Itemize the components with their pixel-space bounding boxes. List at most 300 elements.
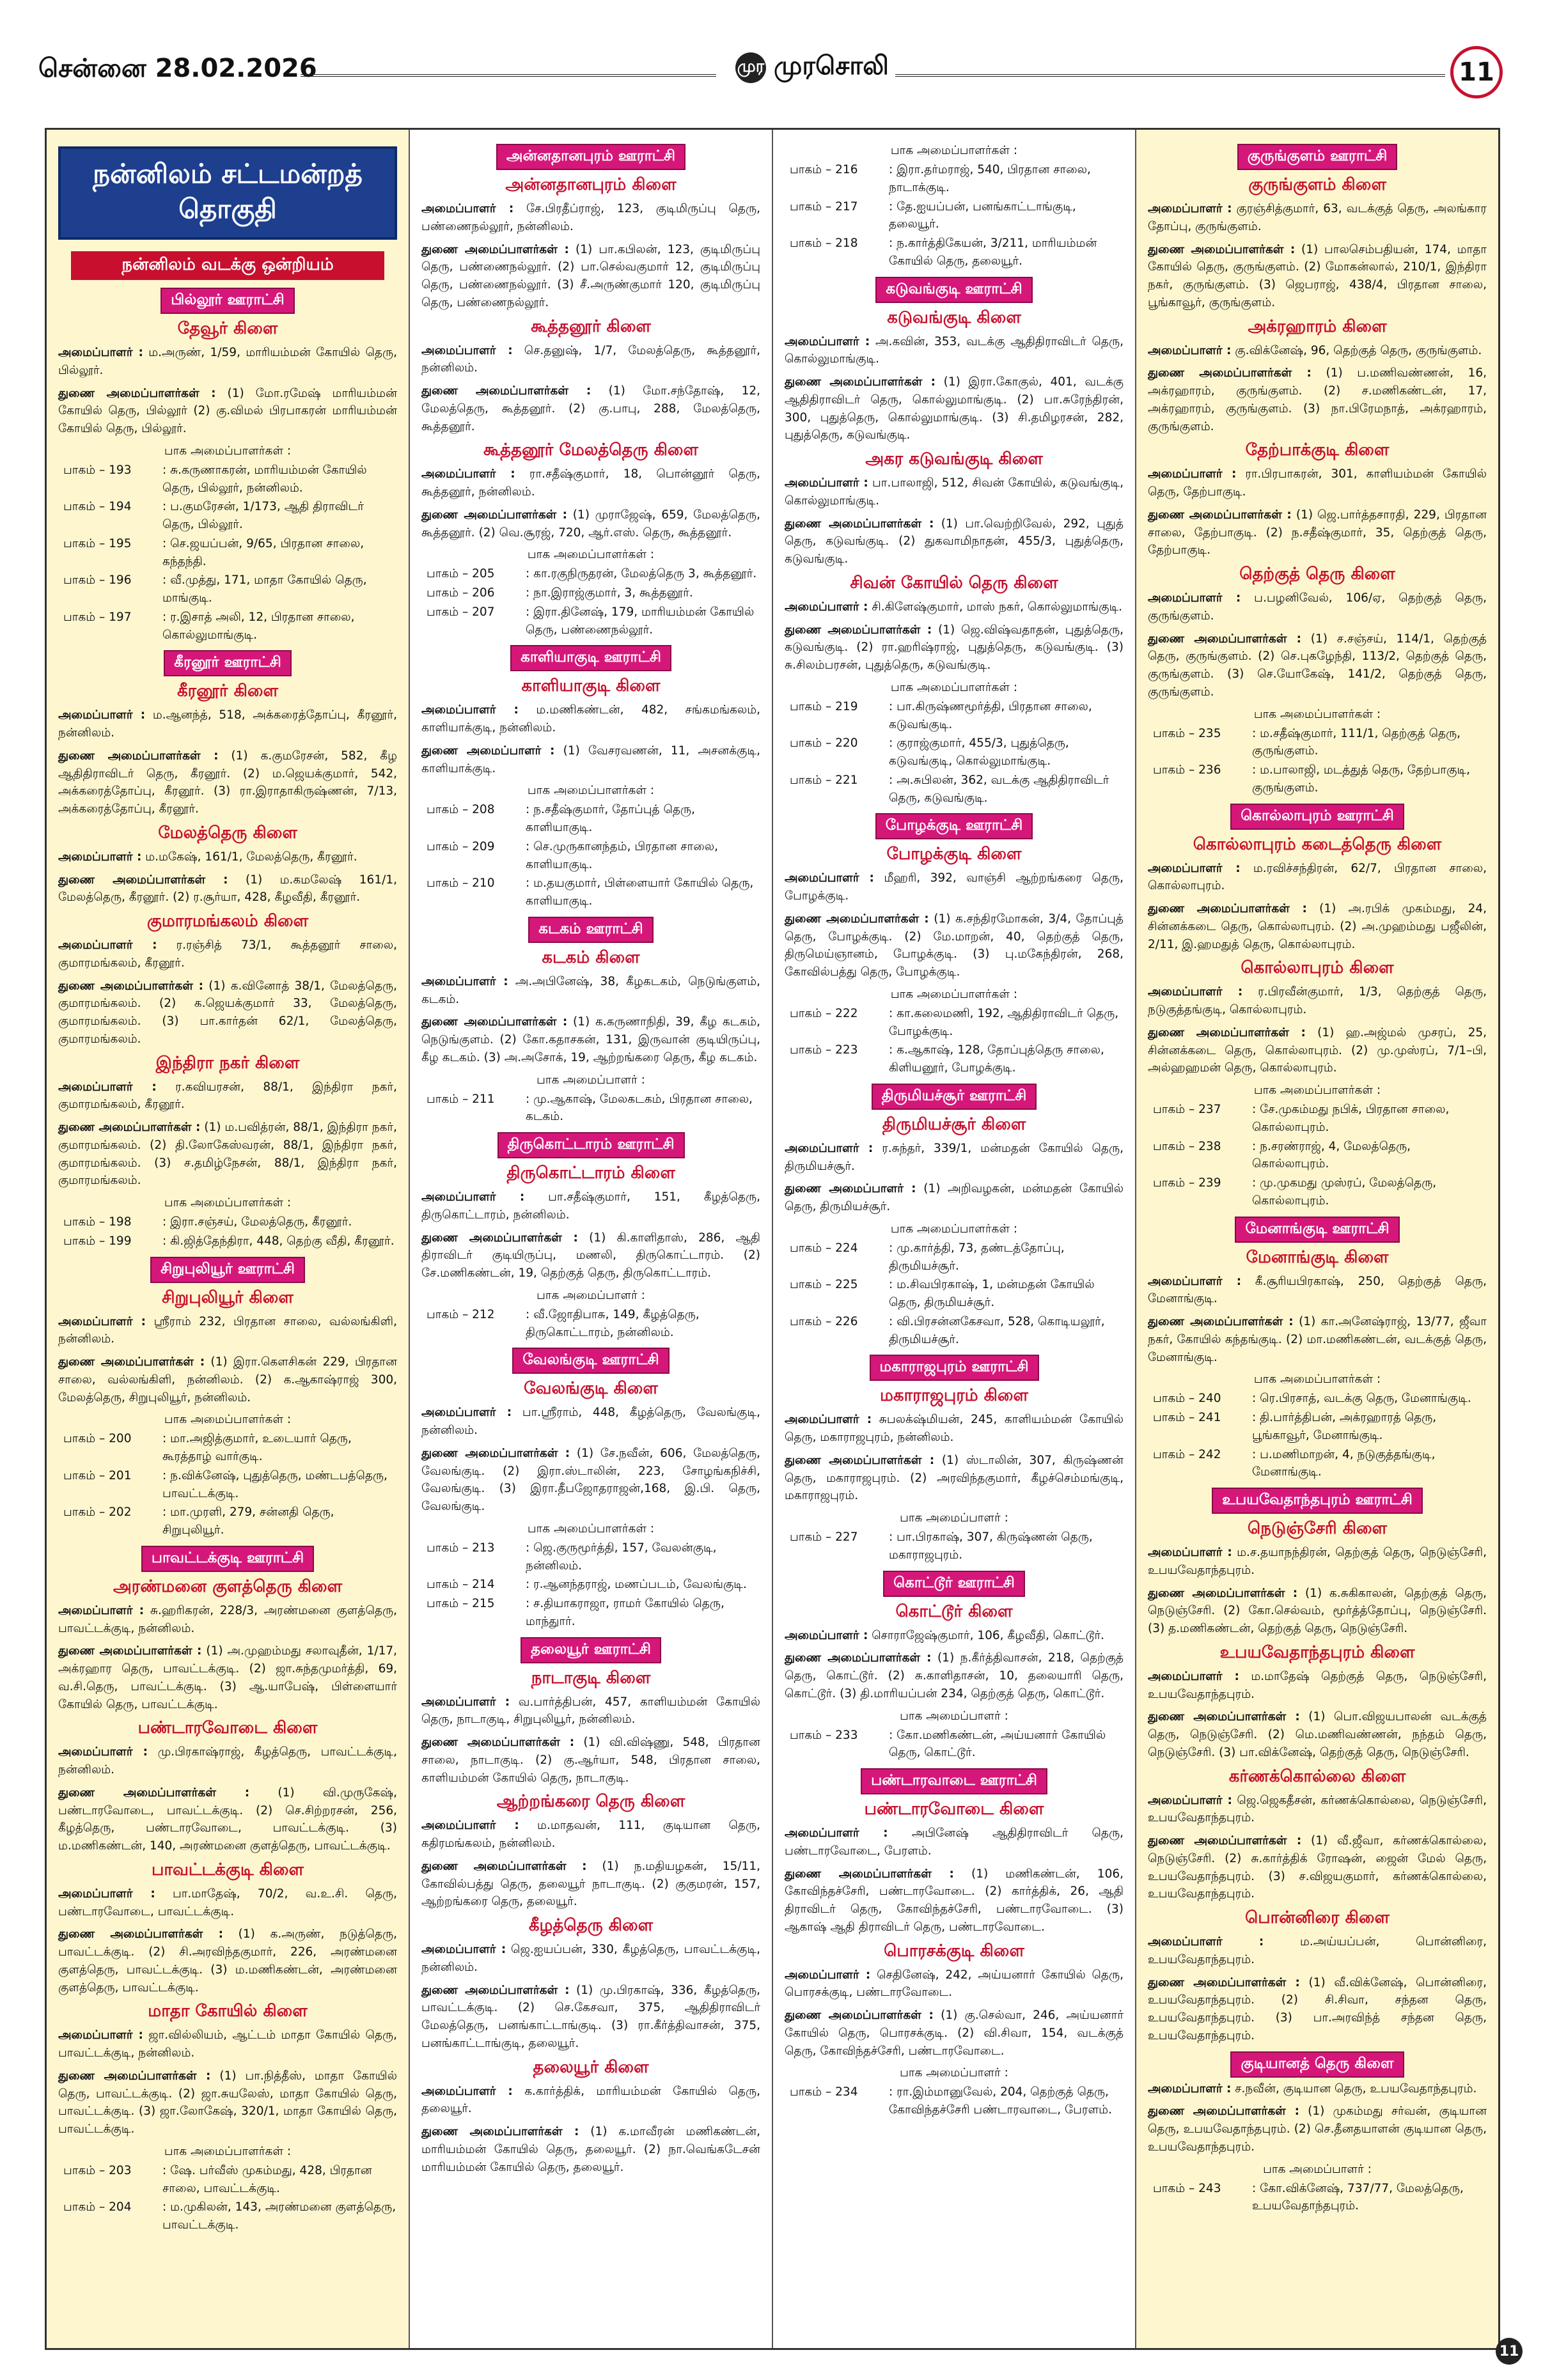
booth-entry [1148,1138,1487,1174]
footer-page-number: 11 [1496,2338,1523,2365]
booth-entry [785,1313,1124,1349]
role-label: அமைப்பாளர் : [1148,1793,1232,1807]
booth-number: பாகம் – 239 [1153,1176,1221,1190]
role-label: துணை அமைப்பாளர் : [421,743,555,758]
content-frame [45,128,1500,2350]
branch-heading: பண்டாரவோடை கிளை [137,1718,318,1738]
booth-number: பாகம் – 200 [63,1432,132,1446]
branch-heading: மாதா கோயில் கிளை [148,2002,308,2021]
booth-text: : ப.குமரேசன், 1/173, ஆதி திராவிடர் தெரு, பில்லூர். [162,500,364,531]
role-label: அமைப்பாளர் : [785,476,868,490]
branch-heading: தலையூர் கிளை [533,2057,649,2077]
panchayat-heading: பண்டாரவாடை ஊராட்சி [861,1768,1047,1794]
branch-heading: மகாராஜபுரம் கிளை [880,1386,1028,1406]
booth-entry [58,2162,397,2198]
panchayat-heading: தலையூர் ஊராட்சி [521,1637,661,1663]
entry-text: (1) முராஜேஷ், 659, மேலத்தெரு, கூத்தனூர். (2) வெ.சூரஜ், 720, ஆர்.எஸ். தெரு, கூத்தனூர். [421,508,760,540]
entry-text: (1) வேசரவணன், 11, அசனக்குடி, காளியாக்குடி. [421,743,760,775]
entry-text: (1) ம.பவித்ரன், 88/1, இந்திரா நகர், குமாரமங்கலம். (2) தி.லோகேஸ்வரன், 88/1, இந்திரா நகர், குமாரமங்கலம். (3) ச.தமிழ்நேசன், 88/1, இந்திரா நகர், குமாரமங்கலம். [58,1121,397,1188]
column-2 [410,130,773,2348]
panchayat-heading: கடகம் ஊராட்சி [528,917,653,943]
booth-text: : கா.ரகுநிருதரன், மேலத்தெரு 3, கூத்தனூர். [526,567,757,581]
role-label: அமைப்பாளர் : [1148,202,1232,215]
entry-text: ஜெ.ஐயப்பன், 330, கீழத்தெரு, பாவட்டக்குடி, நன்னிலம். [421,1943,760,1974]
booth-text: : ந.விக்னேஷ், புதுத்தெரு, மண்டபத்தெரு, பாவட்டக்குடி. [162,1468,388,1500]
booth-number: பாகம் – 214 [427,1578,495,1592]
column-4 [1136,130,1498,2348]
entry-text: (1) வி.விஷ்ணு, 548, பிரதான சாலை, நாடாகுடி. (2) கு.ஆர்யா, 548, பிரதான சாலை, காளியம்மன் கோயில் தெரு, நாடாகுடி. [421,1736,760,1785]
booth-entry [58,2198,397,2234]
booth-entry [58,1233,397,1250]
entry-text: சி.கிளேஷ்குமார், மாஸ் நகர், கொல்லுமாங்குடி. [868,600,1123,614]
booth-number: பாகம் – 240 [1153,1392,1221,1406]
booth-number: பாகம் – 218 [790,237,858,250]
booth-entry [1148,725,1487,761]
role-label: துணை அமைப்பாளர்கள் : [1148,508,1292,522]
booth-text: : இரா.சஞ்சய், மேலத்தெரு, கீரனூர். [162,1215,352,1229]
role-label: துணை அமைப்பாளர்கள் : [1148,1025,1306,1039]
booth-entry [421,875,760,910]
branch-heading: திருகொட்டாரம் கிளை [506,1163,675,1183]
entry-text: ர.பிரவீன்குமார், 1/3, தெற்குத் தெரு, நடுகுத்தங்குடி, கொல்லாபுரம். [1148,985,1487,1016]
booth-number: பாகம் – 237 [1153,1103,1221,1116]
booth-section-heading: பாக அமைப்பாளர்கள் : [1253,1373,1381,1387]
booth-text: : ந.சதீஷ்குமார், தோப்புத் தெரு, காளியாகுடி. [526,803,695,834]
role-label: அமைப்பாளர் : [58,1603,145,1617]
organiser-entry [421,241,760,312]
booth-entry [421,838,760,874]
entry-text: சே.பிரதீப்ராஜ், 123, குடிமிருப்பு தெரு, பண்ணைநல்லூர், நன்னிலம். [421,202,760,233]
branch-heading: கீழத்தெரு கிளை [528,1916,654,1935]
role-label: அமைப்பாளர் : [58,708,146,722]
panchayat-heading: சிறுபுலியூர் ஊராட்சி [150,1257,305,1283]
booth-section-heading: பாக அமைப்பாளர் : [900,2066,1008,2080]
entry-text: ம.ரவிச்சந்திரன், 62/7, பிரதான சாலை, கொல்லாபுரம். [1148,861,1487,893]
organiser-entry [1148,465,1487,501]
booth-entry [785,1240,1124,1275]
booth-entry [421,1539,760,1575]
role-label: அமைப்பாளர் : [1148,2081,1232,2096]
role-label: துணை அமைப்பாளர்கள் : [58,1355,205,1369]
role-label: துணை அமைப்பாளர்கள் : [785,1867,954,1881]
booth-section-heading: பாக அமைப்பாளர்கள் : [164,444,292,458]
organiser-entry [58,2067,397,2138]
branch-heading: கடுவங்குடி கிளை [887,307,1021,327]
entry-text: சு.ஹரிகரன், 228/3, அரண்மனை குளத்தெரு, பாவட்டக்குடி, நன்னிலம். [58,1603,397,1635]
panchayat-heading: பில்லூர் ஊராட்சி [161,288,294,314]
booth-number: பாகம் – 202 [63,1505,132,1520]
organiser-entry [421,2083,760,2119]
booth-number: பாகம் – 238 [1153,1139,1221,1153]
branch-heading: பொரசக்குடி கிளை [884,1941,1024,1961]
branch-heading: தெற்குத் தெரு கிளை [1239,564,1395,584]
booth-entry [58,1213,397,1231]
branch-heading: உபயவேதாந்தபுரம் கிளை [1219,1642,1415,1662]
organiser-entry [421,1013,760,1066]
booth-entry [785,772,1124,807]
organiser-entry [58,1925,397,1996]
booth-entry [421,1595,760,1631]
role-label: அமைப்பாளர் : [421,1943,506,1956]
booth-number: பாகம் – 215 [427,1597,495,1610]
branch-heading: கடகம் கிளை [542,947,640,967]
booth-entry [58,535,397,571]
entry-text: (1) ச.சஞ்சய், 114/1, தெற்குத் தெரு, குருங்குளம். (2) செ.புகழேந்தி, 113/2, தெற்குத் தெரு, குருங்குளம். (3) செ.யோகேஷ், 141/2, தெற்குத் தெரு, குருங்குளம். [1148,632,1487,699]
booth-text: : இரா.தினேஷ், 179, மாரியம்மன் கோயில் தெரு, பண்ணைநல்லூர். [526,605,755,637]
panchayat-heading: போழக்குடி ஊராட்சி [875,813,1033,839]
organiser-entry [58,1642,397,1713]
organiser-entry [58,1353,397,1406]
organiser-entry [58,1784,397,1855]
booth-text: : தே.ஐயப்பன், பனங்காட்டாங்குடி, தலையூர். [889,199,1076,231]
entry-text: (1) க.அருண், நடுத்தெரு, பாவட்டக்குடி. (2) சி.அரவிந்தகுமார், 226, அரண்மனை குளத்தெரு, பாவட்டக்குடி. (3) ம.மணிகண்டன், அரண்மனை குளத்தெரு, பாவட்டக்குடி. [58,1927,397,1995]
booth-entry [785,735,1124,770]
panchayat-heading: திருமியச்சூர் ஊராட்சி [872,1084,1037,1110]
entry-text: ஜா.வில்லியம், ஆட்டம் மாதா கோயில் தெரு, பாவட்டக்குடி, நன்னிலம். [58,2028,397,2060]
organiser-entry [785,373,1124,444]
booth-text: : கி.ஜித்தேந்திரா, 448, தெற்கு வீதி, கீரனூர். [162,1234,395,1248]
entry-text: ம.மாதேஷ் தெற்குத் தெரு, நெடுஞ்சேரி, உபயவேதாந்தபுரம். [1148,1669,1487,1701]
booth-text: : ர.ஆனந்தராஜ், மணப்படம், வேலங்குடி. [526,1578,747,1592]
panchayat-heading: மேனாங்குடி ஊராட்சி [1235,1217,1399,1243]
organiser-entry [1148,1544,1487,1580]
organiser-entry [421,1734,760,1787]
branch-heading: பொன்னிரை கிளை [1245,1908,1390,1927]
entry-text: (1) அ.ரபிக் முகம்மது, 24, சின்னக்கடை தெரு, கொல்லாபுரம். (2) அ.முஹம்மது பஜீலின், 2/11, இ.ஹமதுத் தெரு, கொல்லாபுரம். [1148,902,1487,951]
role-label: அமைப்பாளர் : [785,1826,888,1840]
entry-text: ரா.சதீஷ்குமார், 18, பொன்னூர் தெரு, கூத்தனூர், நன்னிலம். [421,467,760,499]
entry-text: (1) கி.காளிதாஸ், 286, ஆதி திராவிடர் குடியிருப்பு, மணலி, திருகொட்டாரம். (2) சே.மணிகண்டன், 19, தெற்குத் தெரு, திருகொட்டாரம். [421,1231,760,1280]
booth-entry [421,603,760,639]
role-label: அமைப்பாளர் : [421,703,519,717]
booth-entry [58,609,397,644]
role-label: அமைப்பாளர் : [421,1190,525,1204]
booth-number: பாகம் – 241 [1153,1411,1221,1424]
booth-number: பாகம் – 210 [427,876,495,891]
booth-entry [785,1005,1124,1041]
role-label: அமைப்பாளர் : [1148,1935,1264,1948]
organiser-entry [421,2123,760,2176]
booth-text: : பா.பிரகாஷ், 307, கிருஷ்ணன் தெரு, மகாராஜபுரம். [889,1530,1093,1562]
booth-section-heading: பாக அமைப்பாளர்கள் : [1253,707,1381,721]
booth-entry [58,572,397,607]
booth-text: : ப.மணிமாறன், 4, நடுகுத்தங்குடி, மேனாங்குடி. [1252,1447,1436,1479]
booth-text: : செ.முருகானந்தம், பிரதான சாலை, காளியாகுடி. [526,839,718,871]
booth-entry [421,565,760,583]
constituency-title: நன்னிலம் சட்டமன்றத் தொகுதி [58,146,397,240]
booth-number: பாகம் – 198 [63,1215,132,1229]
role-label: அமைப்பாளர் : [785,1628,868,1642]
role-label: துணை அமைப்பாளர்கள் : [785,375,936,389]
role-label: துணை அமைப்பாளர்கள் : [785,623,932,637]
booth-text: : வீ.முத்து, 171, மாதா கோயில் தெரு, மாங்குடி. [162,573,367,605]
role-label: துணை அமைப்பாளர்கள் : [1148,632,1302,646]
organiser-entry [1148,1313,1487,1366]
branch-heading: அன்னதானபுரம் கிளை [505,175,677,194]
booth-section-heading: பாக அமைப்பாளர்கள் : [164,2144,292,2158]
branch-heading: தேற்பாக்குடி கிளை [1245,440,1390,460]
role-label: துணை அமைப்பாளர்கள் : [58,749,219,763]
role-label: அமைப்பாளர் : [1148,1546,1232,1559]
entry-text: குரஞ்சித்குமார், 63, வடக்குத் தெரு, அலங்கார தோப்பு, குருங்குளம். [1148,202,1487,233]
booth-number: பாகம் – 194 [63,500,132,514]
booth-section-heading: பாக அமைப்பாளர் : [900,1709,1008,1723]
booth-number: பாகம் – 223 [790,1043,858,1057]
entry-text: (1) ந.மதியழகன், 15/11, கோவில்பத்து தெரு, தலையூர் நாடாகுடி. (2) குகுமரன், 157, ஆற்றங்கரை தெரு, தலையூர். [421,1859,760,1909]
role-label: அமைப்பாளர் : [1148,467,1237,481]
entry-text: (1) ஜெ.விஷ்வதாதன், புதுத்தெரு, கடுவங்குடி. (2) ரா.ஹரிஷ்ராஜ், புதுத்தெரு, கடுவங்குடி. (3) சு.சிலம்பரசன், புதுத்தெரு, கடுவங்குடி. [785,623,1124,672]
role-label: அமைப்பாளர் : [421,2084,513,2098]
organiser-entry [421,506,760,542]
role-label: அமைப்பாளர் : [1148,985,1243,999]
organiser-entry [421,1982,760,2053]
booth-number: பாகம் – 221 [790,773,858,787]
organiser-entry [1148,1832,1487,1903]
column-3 [773,130,1136,2348]
entry-text: (1) க.கருணாநிதி, 39, கீழ கடகம், நெடுங்குளம். (2) கோ.கதாசகன், 131, இருவான் குடியிருப்பு, கீழ கடகம். (3) அ.அசோக், 19, ஆற்றங்கரை தெரு, கீழ கடகம். [421,1015,760,1064]
entry-text: பா.ஸ்ரீராம், 448, கீழத்தெரு, வேலங்குடி, நன்னிலம். [421,1406,760,1437]
booth-number: பாகம் – 233 [790,1728,858,1742]
role-label: துணை அமைப்பாளர்கள் : [421,1446,570,1460]
entry-text: (1) க.மாவீரன் மணிகண்டன், மாரியம்மன் கோயில் தெரு, தலையூர். (2) நா.வெங்கடேசன் மாரியம்மன் கோயில் தெரு, தலையூர். [421,2125,760,2174]
role-label: அமைப்பாளர் : [58,850,142,864]
entry-text: சுபலக்‌ஷ்மியன், 245, காளியம்மன் கோயில் தெரு, மகாராஜபுரம், நன்னிலம். [785,1413,1124,1444]
booth-text: : ஷே. பர்வீஸ் முகம்மது, 428, பிரதான சாலை, பாவட்டக்குடி. [162,2163,372,2195]
organiser-entry [421,1693,760,1729]
organiser-entry [785,1627,1124,1645]
entry-text: பா.பாலாஜி, 512, சிவன் கோயில், கடுவங்குடி, கொல்லுமாங்குடி. [785,476,1124,508]
booth-section-heading: பாக அமைப்பாளர்கள் : [164,1413,292,1427]
booth-text: : தி.பார்த்திபன், அக்ரஹாரத் தெரு, பூங்காவூர், மேனாங்குடி. [1252,1411,1437,1442]
entry-text: ம.மணிகண்டன், 482, சங்கமங்கலம், காளியாக்குடி, நன்னிலம். [421,703,760,735]
booth-section-heading: பாக அமைப்பாளர்கள் : [1253,1084,1381,1097]
booth-number: பாகம் – 207 [427,605,495,619]
booth-entry [785,198,1124,234]
masthead [38,51,1503,92]
booth-text: : வி.பிரசன்னகேசவா, 528, கொடியலூர், திருமியச்சூர். [889,1314,1105,1346]
role-label: அமைப்பாளர் : [785,600,868,614]
entry-text: (1) மணிகண்டன், 106, கோவிந்தச்சேரி, பண்டாரவோடை. (2) கார்த்திக், 26, ஆதி திராவிடர் தெரு, கோவிந்தச்சேரி, பண்டாரவோடை. (3) ஆகாஷ் ஆதி திராவிடர் தெரு, பண்டாரவோடை. [785,1867,1124,1934]
panchayat-heading: மகாராஜபுரம் ஊராட்சி [870,1355,1039,1381]
booth-entry [1148,2180,1487,2216]
booth-number: பாகம் – 217 [790,199,858,214]
booth-text: : ம.பாலாஜி, மடத்துத் தெரு, தேற்பாகுடி, குருங்குளம். [1252,763,1471,795]
booth-number: பாகம் – 197 [63,610,132,624]
organiser-entry [785,598,1124,616]
role-label: துணை அமைப்பாளர்கள் : [785,1453,935,1467]
organiser-entry [421,973,760,1009]
organiser-entry [785,1966,1124,2002]
booth-section-heading: பாக அமைப்பாளர்கள் : [890,144,1018,157]
organiser-entry [785,1180,1124,1216]
organiser-entry [58,1313,397,1349]
role-label: துணை அமைப்பாளர்கள் : [1148,2104,1299,2119]
organiser-entry [785,1411,1124,1447]
booth-text: : ம.தயகுமார், பிள்ளையார் கோயில் தெரு, காளியாகுடி. [526,876,754,908]
entry-text: பா.மாதேஷ், 70/2, வ.உ.சி. தெரு, பண்டாரவோடை, பாவட்டக்குடி. [58,1886,397,1918]
branch-heading: கர்ணக்கொல்லை கிளை [1228,1766,1406,1786]
booth-text: : மு.ஆகாஷ், மேலகடகம், பிரதான சாலை, கடகம். [526,1092,753,1124]
booth-text: : அ.சுபிலன், 362, வடக்கு ஆதிதிராவிடர் தெரு, கடுவங்குடி. [889,773,1109,805]
role-label: அமைப்பாளர் : [421,1695,510,1709]
panchayat-heading: வேலங்குடி ஊராட்சி [512,1348,669,1374]
organiser-entry [58,1078,397,1114]
organiser-entry [421,1445,760,1516]
booth-text: : செ.ஜயப்பன், 9/65, பிரதான சாலை, கந்தந்தி. [162,536,364,568]
branch-heading: அரண்மனை குளத்தெரு கிளை [113,1576,343,1596]
booth-entry [58,1504,397,1539]
booth-number: பாகம் – 195 [63,536,132,550]
role-label: துணை அமைப்பாளர்கள் : [58,1785,250,1800]
booth-number: பாகம் – 206 [427,586,495,600]
organiser-entry [421,1817,760,1853]
entry-text: (1) வீ.ஜீவா, கர்ணக்கொல்லை, நெடுஞ்சேரி. (2) சு.கார்த்திக் ரோஷன், ஜைன் மேல் தெரு, உபயவேதாந்தபுரம். (3) ச.விஜயகுமார், கர்ணக்கொல்லை, உபயவேதாந்தபுரம். [1148,1834,1487,1901]
booth-entry [58,462,397,497]
branch-heading: அக்ரஹாரம் கிளை [1248,316,1387,336]
entry-text: ம.மகேஷ், 161/1, மேலத்தெரு, கீரனூர். [141,850,357,864]
booth-entry [785,161,1124,197]
role-label: துணை அமைப்பாளர்கள் : [58,2069,211,2083]
role-label: துணை அமைப்பாளர்கள் : [421,384,591,398]
branch-heading: இந்திரா நகர் கிளை [155,1053,300,1073]
entry-text: ம.அய்யப்பன், பொன்னிரை, உபயவேதாந்தபுரம். [1148,1935,1487,1966]
branch-heading: நாடாகுடி கிளை [531,1668,651,1688]
booth-number: பாகம் – 225 [790,1278,858,1292]
booth-section-heading: பாக அமைப்பாளர் : [537,1073,645,1087]
entry-text: ர.சுந்தர், 339/1, மன்மதன் கோயில் தெரு, திருமியச்சூர். [785,1141,1124,1173]
organiser-entry [58,344,397,380]
booth-entry [1148,1390,1487,1408]
role-label: துணை அமைப்பாளர்கள் : [1148,1586,1298,1600]
branch-heading: மேலத்தெரு கிளை [158,823,297,843]
panchayat-heading: பாவட்டக்குடி ஊராட்சி [141,1546,314,1572]
role-label: அமைப்பாளர் : [785,1413,872,1427]
entry-text: (1) க.குமரேசன், 582, கீழ ஆதிதிராவிடர் தெரு, கீரனூர். (2) ம.ஜெயக்குமார், 542, அக்கரைத்தோப்பு, கீரனூர். (3) ரா.இராதாகிருஷ்ணன், 7/13, அக்கரைத்தோப்பு, கீரனூர். [58,749,397,816]
role-label: அமைப்பாளர் : [785,1968,871,1982]
panchayat-heading: அன்னதானபுரம் ஊராட்சி [496,144,685,170]
page-number-badge: 11 [1450,46,1503,98]
rule-right [895,74,1445,77]
edition-date: சென்னை 28.02.2026 [38,54,317,83]
booth-text: : மா.முரளி, 279, சன்னதி தெரு, சிறுபுலியூர். [162,1505,334,1537]
booth-text: : ந.கார்த்திகேயன், 3/211, மாரியம்மன் கோயில் தெரு, தலையூர். [889,237,1097,268]
branch-heading: கொல்லாபுரம் கிளை [1241,958,1394,978]
entry-text: அ.அபினேஷ், 38, கீழகடகம், நெடுங்குளம், கடகம். [421,974,760,1006]
booth-entry [421,801,760,837]
entry-text: வ.பார்த்திபன், 457, காளியம்மன் கோயில் தெரு, நாடாகுடி, சிறுபுலியூர், நன்னிலம். [421,1695,760,1727]
entry-text: (1) ஸ்டாலின், 307, கிருஷ்ணன் தெரு, மகாராஜபுரம். (2) அரவிந்தகுமார், கீழச்செம்மங்குடி, மகாராஜபுரம். [785,1453,1124,1503]
entry-text: ம.ஆனந்த், 518, அக்கரைத்தோப்பு, கீரனூர், நன்னிலம். [58,708,397,740]
role-label: துணை அமைப்பாளர்கள் : [421,2125,579,2138]
role-label: அமைப்பாளர் : [1148,343,1232,357]
booth-text: : வீ.ஜோதிபாசு, 149, கீழத்தெரு, திருகொட்டாரம், நன்னிலம். [526,1307,700,1339]
branch-heading: நெடுஞ்சேரி கிளை [1247,1519,1388,1538]
organiser-entry [785,1452,1124,1505]
branch-heading: கொல்லாபுரம் கடைத்தெரு கிளை [1193,834,1442,854]
organiser-entry [58,1743,397,1779]
entry-text: ரா.பிரபாகரன், 301, காளியம்மன் கோயில் தெரு, தேற்பாகுடி. [1148,467,1487,499]
role-label: துணை அமைப்பாளர்கள் : [1148,902,1307,915]
role-label: அமைப்பாளர் : [421,974,508,988]
branch-heading: கொட்டூர் கிளை [895,1601,1013,1621]
branch-heading: சிறுபுலியூர் கிளை [162,1287,294,1307]
role-label: துணை அமைப்பாளர்கள் : [1148,1315,1294,1328]
role-label: துணை அமைப்பாளர்கள் : [1148,1975,1300,1989]
branch-heading: கூத்தனூர் கிளை [531,316,651,336]
booth-number: பாகம் – 204 [63,2200,132,2214]
booth-text: : கோ.விக்னேஷ், 737/77, மேலத்தெரு, உபயவேதாந்தபுரம். [1252,2181,1464,2213]
entry-text: (1) க.வினோத் 38/1, மேலத்தெரு, குமாரமங்கலம். (2) க.ஜெயக்குமார் 33, மேலத்தெரு, குமாரமங்கலம். (3) பா.கார்தன் 62/1, மேலத்தெரு, குமாரமங்கலம். [58,979,397,1046]
organiser-entry [58,871,397,907]
entry-text: ச.நவீன், குடியான தெரு, உபயவேதாந்தபுரம். [1231,2081,1477,2096]
organiser-entry [785,333,1124,369]
organiser-entry [58,977,397,1048]
role-label: அமைப்பாளர் : [421,343,513,357]
organiser-entry [58,1885,397,1921]
booth-text: : நா.இராஜ்குமார், 3, கூத்தனூர். [526,586,693,600]
brand [735,51,889,84]
column-1 [47,130,410,2348]
role-label: துணை அமைப்பாளர்கள் : [58,1644,202,1658]
booth-entry [785,1528,1124,1564]
booth-entry [1148,1446,1487,1482]
booth-number: பாகம் – 212 [427,1307,495,1321]
booth-number: பாகம் – 219 [790,699,858,713]
booth-number: பாகம் – 196 [63,573,132,587]
entry-text: (1) இரா.கௌசிகன் 229, பிரதான சாலை, வல்லங்கிளி, நன்னிலம். (2) க.ஆகாஷ்ராஜ் 300, மேலத்தெரு, சிறுபுலியூர், நன்னிலம். [58,1355,397,1404]
organiser-entry [1148,983,1487,1019]
booth-text: : மு.முகமது முஸ்ரப், மேலத்தெரு, கொல்லாபுரம். [1252,1176,1437,1208]
organiser-entry [1148,364,1487,435]
role-label: அமைப்பாளர் : [421,1819,519,1833]
organiser-entry [1148,1708,1487,1761]
role-label: துணை அமைப்பாளர்கள் : [421,1015,568,1029]
role-label: துணை அமைப்பாளர்கள் : [421,1859,587,1873]
branch-heading: மேனாங்குடி கிளை [1246,1247,1389,1267]
entry-text: (1) இரா.கோகுல், 401, வடக்கு ஆதிதிராவிடர் தெரு, கொல்லுமாங்குடி. (2) பா.சுரேந்திரன், 300, புதுத்தெரு, கொல்லுமாங்குடி. (3) சி.தமிழரசன், 282, புதுத்தெரு, கடுவங்குடி. [785,375,1124,442]
organiser-entry [1148,1024,1487,1077]
role-label: அமைப்பாளர் : [421,467,515,481]
branch-heading: ஆற்றங்கரை தெரு கிளை [496,1792,685,1812]
role-label: அமைப்பாளர் : [58,1080,157,1094]
entry-text: (1) மோ.சந்தோஷ், 12, மேலத்தெரு, கூத்தனூர். (2) கு.பாபு, 288, மேலத்தெரு, கூத்தனூர். [421,384,760,433]
booth-section-heading: பாக அமைப்பாளர் : [900,1511,1008,1525]
booth-text: : ர.இசாத் அலி, 12, பிரதான சாலை, கொல்லுமாங்குடி. [162,610,355,642]
entry-text: ஸ்ரீராம் 232, பிரதான சாலை, வல்லங்கிளி, நன்னிலம். [58,1314,397,1346]
brand-name: முரசொலி [774,51,889,81]
entry-text: (1) மோ.ரமேஷ் மாரியம்மன் கோயில் தெரு, பில்லூர் (2) கு.விமல் பிரபாகரன் மாரியம்மன் கோயில் தெரு, பில்லூர். [58,386,397,435]
organiser-entry [1148,1585,1487,1638]
organiser-entry [785,621,1124,674]
booth-section-heading: பாக அமைப்பாளர்கள் : [890,987,1018,1001]
booth-entry [58,498,397,534]
booth-text: : ம.முகிலன், 143, அரண்மனை குளத்தெரு, பாவட்டக்குடி. [162,2200,396,2232]
branch-heading: கூத்தனூர் மேலத்தெரு கிளை [483,440,698,460]
organiser-entry [421,200,760,236]
branch-heading: கீரனூர் கிளை [177,681,278,701]
organiser-entry [58,706,397,742]
entry-text: (1) கா.அனேஷ்ராஜ், 13/77, ஜீவா நகர், கோயில் கந்தங்குடி. (2) மா.மணிகண்டன், வடக்குத் தெரு, மேனாங்குடி. [1148,1315,1487,1364]
organiser-entry [1148,1792,1487,1828]
branch-heading: பண்டாரவோடை கிளை [864,1800,1044,1819]
role-label: துணை அமைப்பாளர்கள் : [1148,242,1296,256]
entry-text: (1) பா.வெற்றிவேல், 292, புதுத் தெரு, கடுவங்குடி. (2) துகவாமிநாதன், 455/3, புதுத்தெரு, கடுவங்குடி. [785,517,1124,566]
booth-entry [421,1306,760,1342]
entry-text: சொராஜேஷ்குமார், 106, கீழவீதி, கொட்டூர். [868,1628,1104,1642]
entry-text: (1) பா.நித்தீஸ், மாதா கோயில் தெரு, பாவட்டக்குடி. (2) ஜா.சுயலேஸ், மாதா கோயில் தெரு, பாவட்டக்குடி. (3) ஜா.லோகேஷ், 320/1, மாதா கோயில் தெரு, பாவட்டக்குடி. [58,2069,397,2136]
booth-number: பாகம் – 222 [790,1006,858,1020]
organiser-entry [1148,1974,1487,2045]
